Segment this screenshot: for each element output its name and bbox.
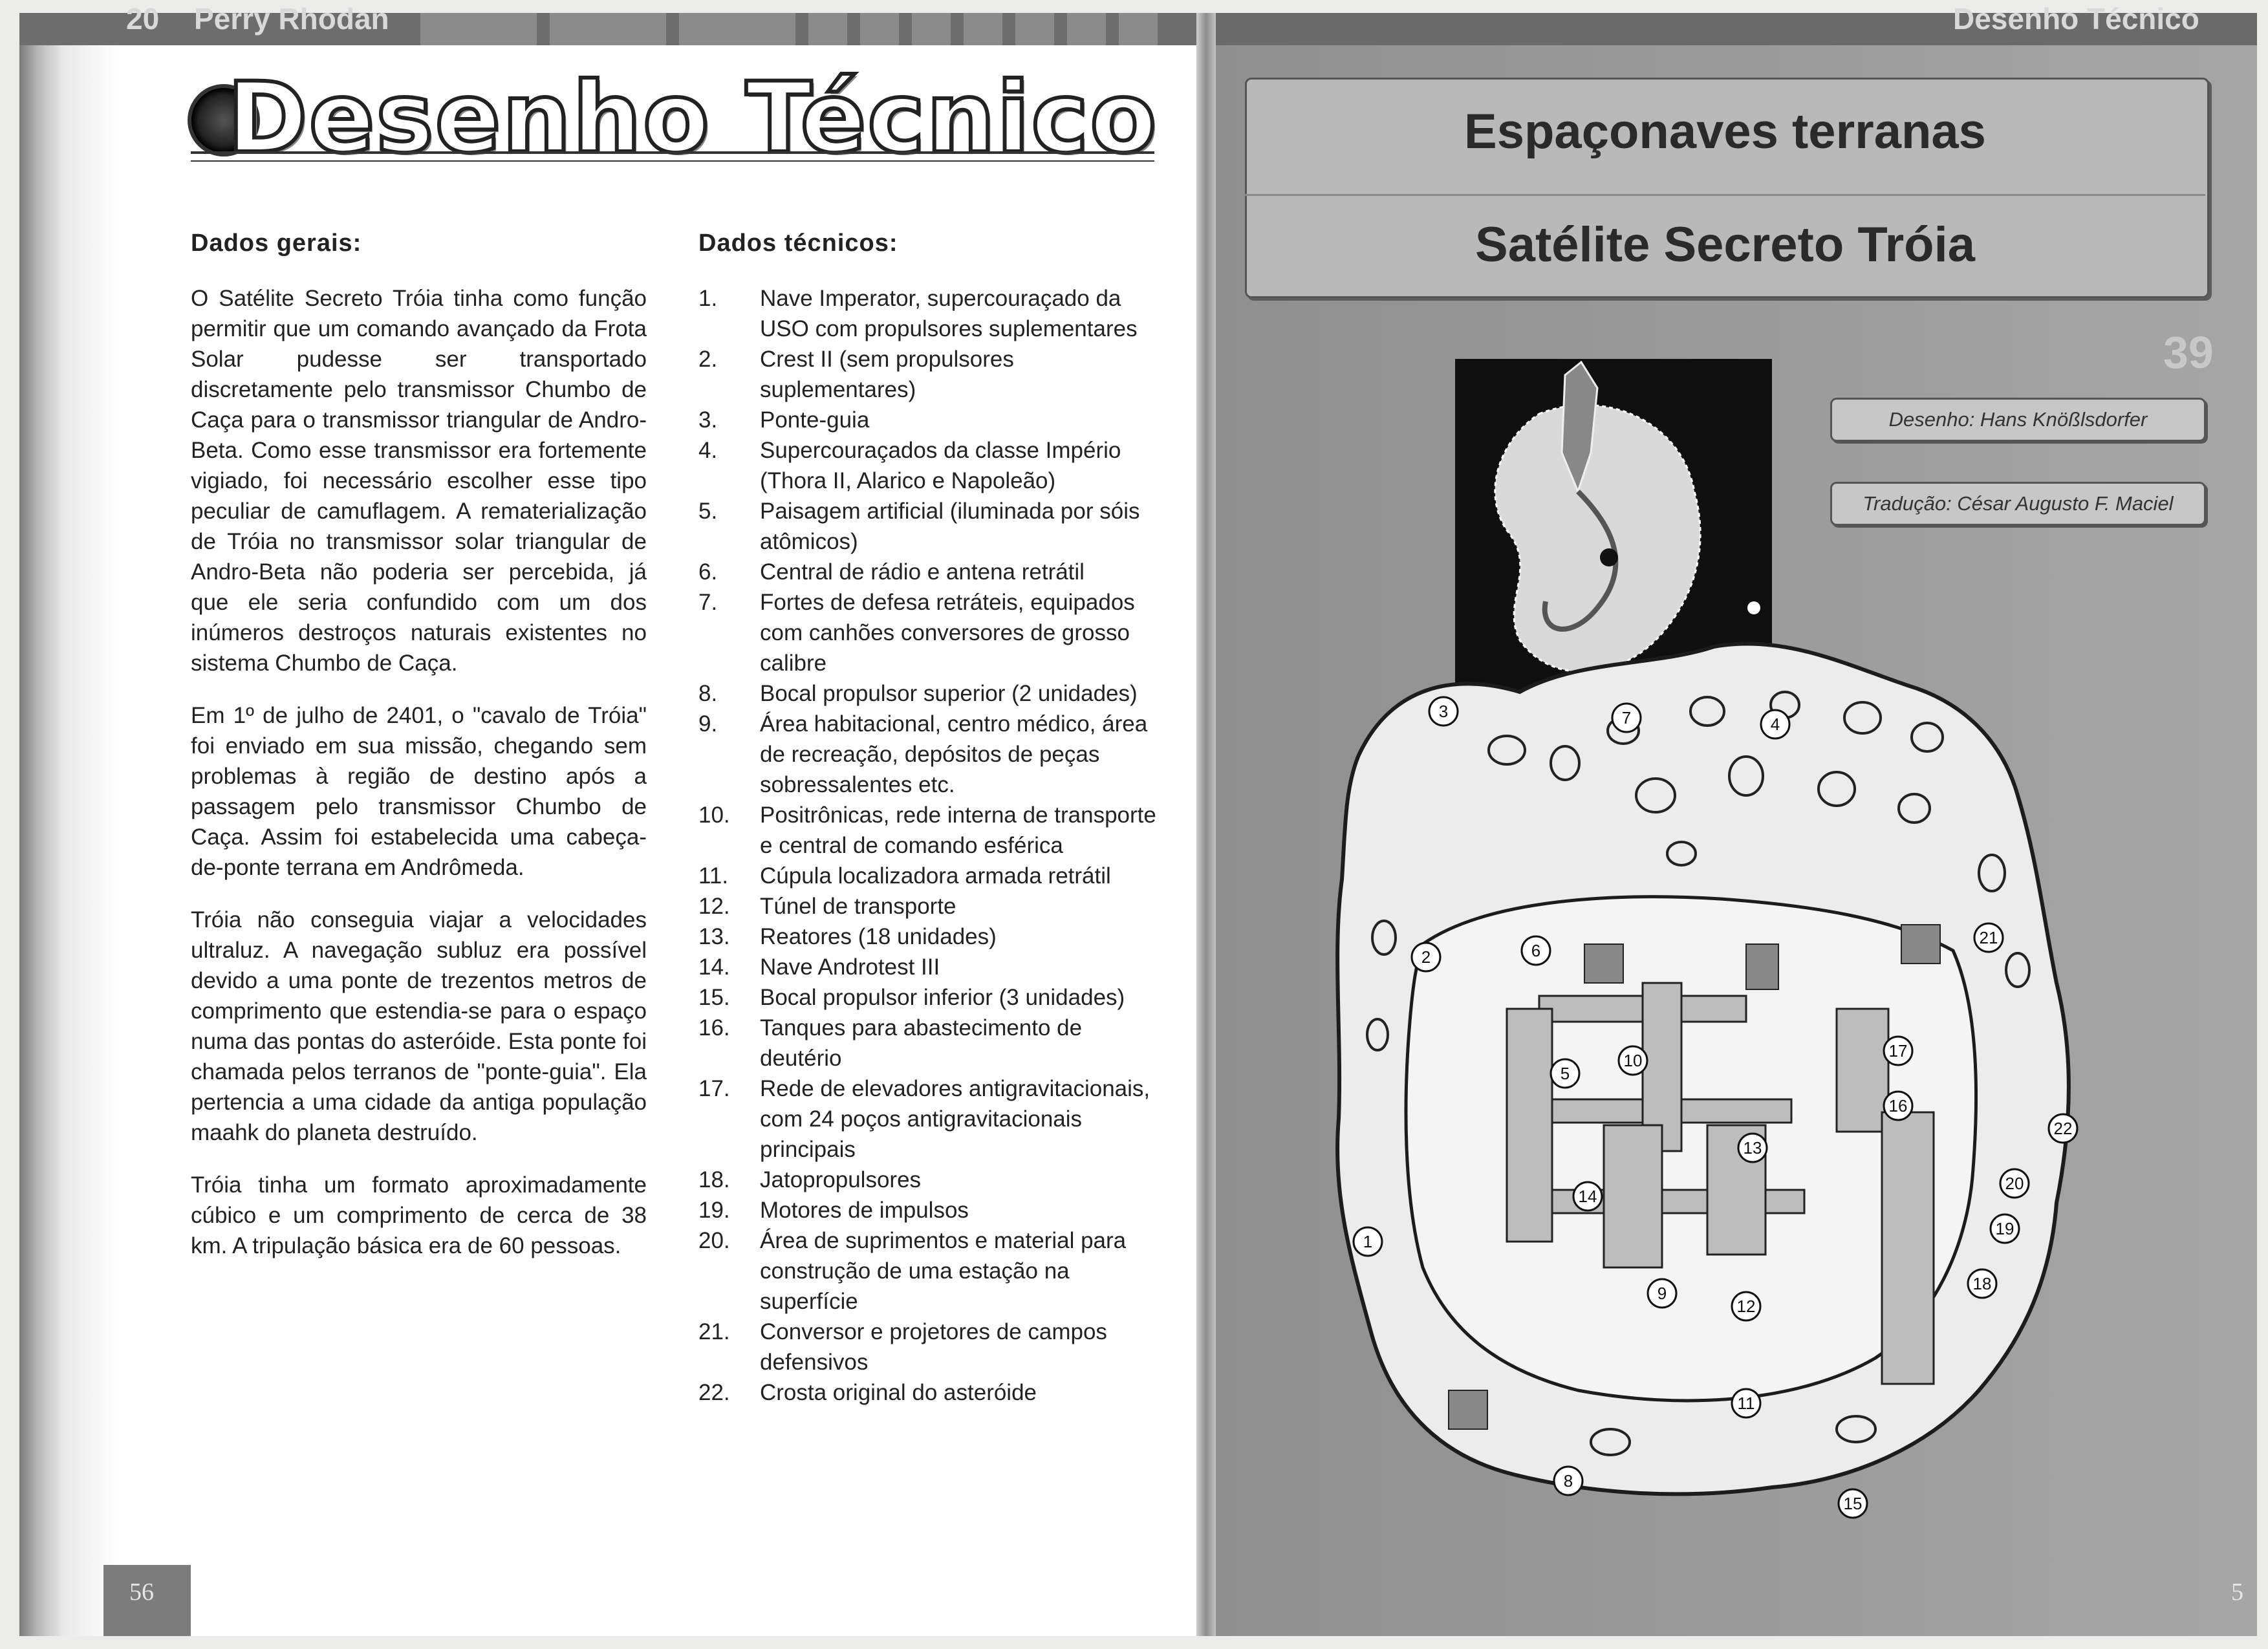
list-item xyxy=(698,557,1158,587)
list-item-number: 21. xyxy=(698,1319,730,1344)
list-item-number: 11. xyxy=(698,863,729,889)
callout-8 xyxy=(1554,1467,1582,1495)
paragraph: O Satélite Secreto Tróia tinha como função permitir que um comando avançado da Frota Solar pudesse ser transportado discretamente pelo transmissor Chumbo de Caça para o transmissor triangular de Andro-Beta. Como esse transmissor era fortemente vigiado, foi necessário escolher esse tipo peculiar de camuflagem. A rematerialização de Tróia no transmissor solar triangular de Andro-Beta não poderia ser percebida, já que ele seria confundido com um dos inúmeros destroços naturais existentes no sistema Chumbo de Caça. xyxy=(191,286,647,676)
list-item xyxy=(698,1165,1158,1195)
list-item-number: 8. xyxy=(698,681,718,706)
svg-text:5: 5 xyxy=(1560,1064,1570,1083)
callout-6 xyxy=(1522,936,1550,965)
svg-text:16: 16 xyxy=(1888,1096,1908,1116)
title-line-2: Satélite Secreto Tróia xyxy=(1475,217,1975,272)
svg-text:2: 2 xyxy=(1421,947,1431,967)
list-item xyxy=(698,344,1158,405)
callout-15 xyxy=(1839,1489,1867,1518)
general-data-heading: Dados gerais: xyxy=(191,230,362,257)
svg-text:1: 1 xyxy=(1363,1232,1373,1251)
book-gutter xyxy=(1196,13,1216,1636)
translation-credit: Tradução: César Augusto F. Maciel xyxy=(1830,482,2206,526)
list-item-text: Tanques para abastecimento de deutério xyxy=(760,1015,1083,1071)
list-item-number: 22. xyxy=(698,1380,730,1405)
paragraph: Em 1º de julho de 2401, o "cavalo de Tróia" foi enviado em sua missão, chegando sem problemas à região de destino após a passagem pelo transmissor Chumbo de Caça. Assim foi estabelecida uma cabeça-de-ponte terrana em Andrômeda. xyxy=(191,703,647,880)
callout-4 xyxy=(1761,710,1789,738)
satellite-drawing xyxy=(1216,13,2257,1636)
list-item xyxy=(698,861,1158,891)
list-item xyxy=(698,405,1158,435)
title-line-1: Espaçonaves terranas xyxy=(1464,104,1986,159)
drawing-credit: Desenho: Hans Knößlsdorfer xyxy=(1830,398,2206,442)
callout-9 xyxy=(1648,1279,1676,1308)
list-item xyxy=(698,1013,1158,1073)
list-item-number: 17. xyxy=(698,1076,730,1101)
general-data-column xyxy=(191,230,647,1283)
callout-22 xyxy=(2049,1114,2077,1143)
list-item xyxy=(698,678,1158,709)
paragraph: Tróia não conseguia viajar a velocidades ultraluz. A navegação subluz era possível devido a uma ponte de trezentos metros de comprimento que estendia-se para o espaço numa das pontas do asteróide. Esta ponte foi chamada pelos terranos de "ponte-guia". Ela pertencia a uma cidade da antiga população maahk do planeta destruído. xyxy=(191,907,647,1145)
callout-21 xyxy=(1974,923,2003,952)
list-item-number: 20. xyxy=(698,1228,730,1253)
list-item xyxy=(698,496,1158,557)
technical-data-heading: Dados técnicos: xyxy=(698,230,898,257)
svg-text:3: 3 xyxy=(1438,702,1449,721)
list-item xyxy=(698,1317,1158,1377)
svg-text:22: 22 xyxy=(2053,1119,2073,1138)
asteroid-illustration xyxy=(1337,643,2069,1494)
list-item-text: Crosta original do asteróide xyxy=(760,1380,1037,1405)
list-item-text: Nave Imperator, supercouraçado da USO com propulsores suplementares xyxy=(760,286,1138,341)
list-item-text: Bocal propulsor inferior (3 unidades) xyxy=(760,985,1125,1010)
callout-11 xyxy=(1732,1389,1760,1417)
svg-text:20: 20 xyxy=(2005,1174,2024,1193)
list-item xyxy=(698,1073,1158,1165)
svg-text:4: 4 xyxy=(1770,715,1780,734)
callout-7 xyxy=(1612,704,1641,732)
list-item-text: Jatopropulsores xyxy=(760,1167,922,1192)
list-item-number: 7. xyxy=(698,590,718,615)
list-item xyxy=(698,1377,1158,1408)
list-item-number: 1. xyxy=(698,286,718,311)
list-item xyxy=(698,800,1158,861)
list-item-number: 2. xyxy=(698,347,718,372)
list-item-text: Reatores (18 unidades) xyxy=(760,924,997,949)
list-item-text: Crest II (sem propulsores suplementares) xyxy=(760,347,1014,402)
list-item-number: 3. xyxy=(698,407,718,433)
technical-data-column xyxy=(698,230,1158,1408)
list-item-number: 18. xyxy=(698,1167,730,1192)
callout-13 xyxy=(1738,1134,1767,1162)
paragraph: Tróia tinha um formato aproximadamente cúbico e um comprimento de cerca de 38 km. A tripulação básica era de 60 pessoas. xyxy=(191,1172,647,1258)
callout-16 xyxy=(1884,1092,1912,1120)
list-item-number: 12. xyxy=(698,894,730,919)
list-item xyxy=(698,1225,1158,1317)
list-item-number: 19. xyxy=(698,1198,730,1223)
list-item xyxy=(698,283,1158,344)
list-item-text: Positrônicas, rede interna de transporte e central de comando esférica xyxy=(760,803,1156,858)
list-item-text: Ponte-guia xyxy=(760,407,870,433)
svg-text:6: 6 xyxy=(1531,941,1541,960)
svg-text:18: 18 xyxy=(1972,1274,1992,1293)
list-item xyxy=(698,982,1158,1013)
callout-12 xyxy=(1732,1292,1760,1320)
list-item xyxy=(698,435,1158,496)
guide-bridge-illustration xyxy=(1495,362,1760,672)
list-item-number: 4. xyxy=(698,438,718,463)
callout-1 xyxy=(1354,1227,1382,1256)
page-stack-edge xyxy=(19,13,116,1636)
callout-14 xyxy=(1573,1182,1602,1211)
list-item-number: 13. xyxy=(698,924,730,949)
callout-5 xyxy=(1551,1059,1579,1088)
page-number-right: 5 xyxy=(2231,1579,2243,1606)
technical-data-list xyxy=(698,283,1158,1408)
list-item-text: Conversor e projetores de campos defensivos xyxy=(760,1319,1107,1375)
list-item-text: Cúpula localizadora armada retrátil xyxy=(760,863,1111,889)
list-item-number: 15. xyxy=(698,985,730,1010)
callout-19 xyxy=(1991,1214,2019,1243)
callout-2 xyxy=(1412,943,1440,971)
list-item-text: Fortes de defesa retráteis, equipados com canhões conversores de grosso calibre xyxy=(760,590,1135,676)
list-item xyxy=(698,952,1158,982)
svg-text:8: 8 xyxy=(1563,1471,1573,1491)
callout-20 xyxy=(2000,1169,2029,1198)
list-item xyxy=(698,587,1158,678)
header-page-number: 20 xyxy=(126,2,160,36)
background-number: 39 xyxy=(2163,327,2214,378)
list-item-text: Bocal propulsor superior (2 unidades) xyxy=(760,681,1138,706)
list-item xyxy=(698,709,1158,800)
list-item-number: 5. xyxy=(698,499,718,524)
list-item-number: 9. xyxy=(698,711,718,737)
svg-text:15: 15 xyxy=(1843,1494,1863,1513)
svg-text:11: 11 xyxy=(1737,1394,1755,1413)
svg-text:9: 9 xyxy=(1657,1284,1667,1303)
svg-text:17: 17 xyxy=(1888,1041,1908,1061)
list-item-text: Área habitacional, centro médico, área de recreação, depósitos de peças sobressalentes etc. xyxy=(760,711,1148,797)
svg-text:19: 19 xyxy=(1995,1219,2014,1238)
list-item-text: Túnel de transporte xyxy=(760,894,956,919)
list-item xyxy=(698,921,1158,952)
list-item-text: Motores de impulsos xyxy=(760,1198,969,1223)
svg-text:12: 12 xyxy=(1736,1297,1756,1316)
svg-text:14: 14 xyxy=(1578,1187,1597,1206)
callout-17 xyxy=(1884,1037,1912,1065)
callout-18 xyxy=(1968,1269,1996,1298)
title-rule xyxy=(191,151,1154,162)
section-title: Desenho Técnico xyxy=(227,62,1158,175)
list-item-text: Nave Androtest III xyxy=(760,954,940,980)
page-number-left: 56 xyxy=(129,1579,154,1606)
list-item-number: 6. xyxy=(698,559,718,585)
svg-text:21: 21 xyxy=(1979,928,1998,947)
list-item-text: Paisagem artificial (iluminada por sóis atômicos) xyxy=(760,499,1140,554)
running-head-left: Perry Rhodan xyxy=(194,2,389,36)
list-item-text: Área de suprimentos e material para construção de uma estação na superfície xyxy=(760,1228,1127,1314)
list-item xyxy=(698,1195,1158,1225)
list-item-number: 14. xyxy=(698,954,730,980)
svg-text:13: 13 xyxy=(1743,1138,1762,1158)
list-item-number: 10. xyxy=(698,803,730,828)
list-item-number: 16. xyxy=(698,1015,730,1040)
list-item-text: Central de rádio e antena retrátil xyxy=(760,559,1085,585)
svg-text:10: 10 xyxy=(1623,1051,1643,1070)
list-item-text: Supercouraçados da classe Império (Thora II, Alarico e Napoleão) xyxy=(760,438,1121,493)
callout-10 xyxy=(1619,1046,1647,1075)
list-item xyxy=(698,891,1158,921)
running-head-right: Desenho Técnico xyxy=(1953,2,2199,36)
callout-3 xyxy=(1429,697,1458,726)
svg-text:7: 7 xyxy=(1621,708,1632,727)
list-item-text: Rede de elevadores antigravitacionais, com 24 poços antigravitacionais principais xyxy=(760,1076,1150,1162)
